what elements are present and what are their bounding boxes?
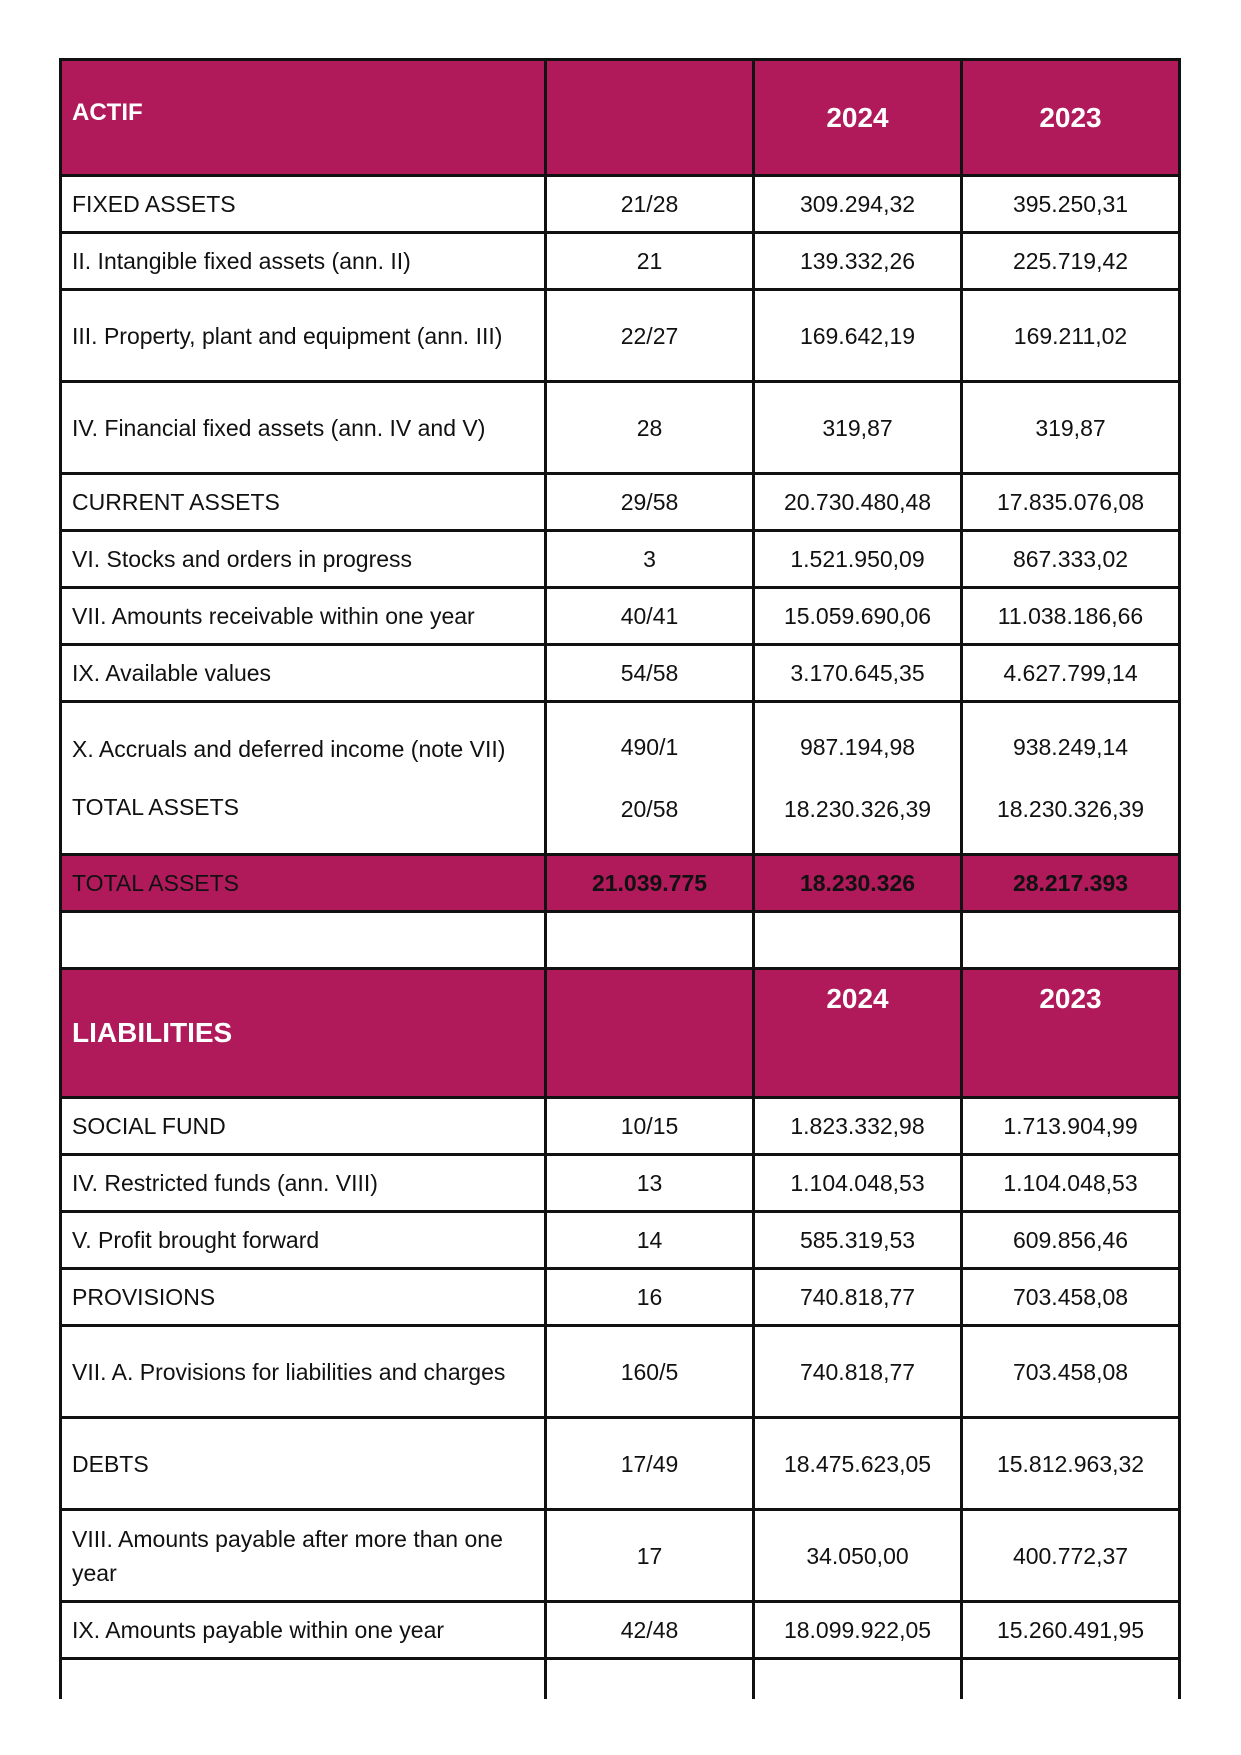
subtotal-value-2023: 18.230.326,39 <box>996 796 1145 822</box>
row-value-2023: 1.104.048,53 <box>962 1155 1180 1212</box>
balance-sheet <box>59 58 1178 1698</box>
table-row <box>61 176 1180 233</box>
row-value-2023: 609.856,46 <box>962 1212 1180 1269</box>
row-code: 21/28 <box>546 176 754 233</box>
row-value-2024 <box>754 702 962 855</box>
row-label: IV. Restricted funds (ann. VIII) <box>61 1155 546 1212</box>
accruals-label: X. Accruals and deferred income (note VII) <box>72 736 506 762</box>
row-value-2023: 169.211,02 <box>962 290 1180 382</box>
row-label: VIII. Amounts payable after more than one year <box>61 1510 546 1602</box>
blank-cell <box>754 1659 962 1699</box>
liabilities-header-row <box>61 969 1180 1098</box>
row-value-2023: 225.719,42 <box>962 233 1180 290</box>
table-row <box>61 1510 1180 1602</box>
table-row <box>61 474 1180 531</box>
row-value-2023: 867.333,02 <box>962 531 1180 588</box>
row-value-2023: 395.250,31 <box>962 176 1180 233</box>
row-code: 13 <box>546 1155 754 1212</box>
assets-header-year-2024: 2024 <box>754 60 962 176</box>
row-code: 54/58 <box>546 645 754 702</box>
row-label: DEBTS <box>61 1418 546 1510</box>
table-row <box>61 290 1180 382</box>
assets-header-label: ACTIF <box>61 60 546 176</box>
liabilities-header-year-2024: 2024 <box>754 969 962 1098</box>
row-value-2024: 1.823.332,98 <box>754 1098 962 1155</box>
blank-cell <box>546 1659 754 1699</box>
row-label: IX. Available values <box>61 645 546 702</box>
row-label: V. Profit brought forward <box>61 1212 546 1269</box>
row-label: III. Property, plant and equipment (ann. III) <box>61 290 546 382</box>
blank-cell <box>61 1659 546 1699</box>
total-value-2024: 18.230.326 <box>754 855 962 912</box>
row-value-2023: 15.260.491,95 <box>962 1602 1180 1659</box>
row-value-2024: 3.170.645,35 <box>754 645 962 702</box>
row-value-2024: 585.319,53 <box>754 1212 962 1269</box>
subtotal-label: TOTAL ASSETS <box>72 794 240 820</box>
accruals-code: 490/1 <box>620 734 679 760</box>
row-code <box>546 702 754 855</box>
row-value-2024: 740.818,77 <box>754 1326 962 1418</box>
row-label: SOCIAL FUND <box>61 1098 546 1155</box>
assets-header-code <box>546 60 754 176</box>
row-value-2024: 139.332,26 <box>754 233 962 290</box>
liabilities-header-code <box>546 969 754 1098</box>
table-row <box>61 1418 1180 1510</box>
row-code: 22/27 <box>546 290 754 382</box>
total-assets-row <box>61 855 1180 912</box>
row-value-2024: 34.050,00 <box>754 1510 962 1602</box>
table-row <box>61 1212 1180 1269</box>
row-code: 40/41 <box>546 588 754 645</box>
table-row <box>61 588 1180 645</box>
row-value-2023: 319,87 <box>962 382 1180 474</box>
assets-header-row <box>61 60 1180 176</box>
row-value-2023: 1.713.904,99 <box>962 1098 1180 1155</box>
row-code: 160/5 <box>546 1326 754 1418</box>
row-value-2024: 18.099.922,05 <box>754 1602 962 1659</box>
row-code: 17 <box>546 1510 754 1602</box>
row-value-2024: 1.104.048,53 <box>754 1155 962 1212</box>
row-value-2024: 740.818,77 <box>754 1269 962 1326</box>
row-code: 28 <box>546 382 754 474</box>
subtotal-code: 20/58 <box>620 796 679 822</box>
table-row <box>61 1098 1180 1155</box>
total-value-2023: 28.217.393 <box>962 855 1180 912</box>
table-row <box>61 382 1180 474</box>
row-label: IV. Financial fixed assets (ann. IV and V) <box>61 382 546 474</box>
row-value-2024: 169.642,19 <box>754 290 962 382</box>
row-value-2023: 15.812.963,32 <box>962 1418 1180 1510</box>
accruals-value-2024: 987.194,98 <box>799 734 916 760</box>
table-row <box>61 1602 1180 1659</box>
subtotal-value-2024: 18.230.326,39 <box>783 796 932 822</box>
row-label: II. Intangible fixed assets (ann. II) <box>61 233 546 290</box>
row-value-2023: 17.835.076,08 <box>962 474 1180 531</box>
row-label: CURRENT ASSETS <box>61 474 546 531</box>
table-row <box>61 1269 1180 1326</box>
row-value-2023: 703.458,08 <box>962 1269 1180 1326</box>
row-code: 21 <box>546 233 754 290</box>
table-row <box>61 645 1180 702</box>
row-code: 17/49 <box>546 1418 754 1510</box>
table-row <box>61 531 1180 588</box>
row-code: 42/48 <box>546 1602 754 1659</box>
blank-cell <box>962 1659 1180 1699</box>
row-label: VII. A. Provisions for liabilities and charges <box>61 1326 546 1418</box>
row-value-2023: 703.458,08 <box>962 1326 1180 1418</box>
total-code: 21.039.775 <box>546 855 754 912</box>
row-label: IX. Amounts payable within one year <box>61 1602 546 1659</box>
row-value-2024: 1.521.950,09 <box>754 531 962 588</box>
blank-cell <box>962 912 1180 969</box>
table-row <box>61 233 1180 290</box>
row-code: 10/15 <box>546 1098 754 1155</box>
row-value-2023: 400.772,37 <box>962 1510 1180 1602</box>
row-label: VI. Stocks and orders in progress <box>61 531 546 588</box>
table-row <box>61 1326 1180 1418</box>
row-label <box>61 702 546 855</box>
table-row-accruals <box>61 702 1180 855</box>
table-row-continued <box>61 1659 1180 1699</box>
blank-cell <box>546 912 754 969</box>
accruals-value-2023: 938.249,14 <box>1012 734 1129 760</box>
row-value-2023 <box>962 702 1180 855</box>
row-code: 29/58 <box>546 474 754 531</box>
row-code: 3 <box>546 531 754 588</box>
row-code: 16 <box>546 1269 754 1326</box>
row-label: VII. Amounts receivable within one year <box>61 588 546 645</box>
row-value-2024: 319,87 <box>754 382 962 474</box>
balance-sheet-table <box>59 58 1181 1699</box>
row-value-2024: 309.294,32 <box>754 176 962 233</box>
blank-cell <box>61 912 546 969</box>
table-row <box>61 1155 1180 1212</box>
row-label: FIXED ASSETS <box>61 176 546 233</box>
row-value-2024: 20.730.480,48 <box>754 474 962 531</box>
row-value-2024: 15.059.690,06 <box>754 588 962 645</box>
row-label: PROVISIONS <box>61 1269 546 1326</box>
assets-header-year-2023: 2023 <box>962 60 1180 176</box>
liabilities-header-label: LIABILITIES <box>61 969 546 1098</box>
blank-row <box>61 912 1180 969</box>
row-code: 14 <box>546 1212 754 1269</box>
row-value-2023: 4.627.799,14 <box>962 645 1180 702</box>
row-value-2024: 18.475.623,05 <box>754 1418 962 1510</box>
row-value-2023: 11.038.186,66 <box>962 588 1180 645</box>
liabilities-header-year-2023: 2023 <box>962 969 1180 1098</box>
blank-cell <box>754 912 962 969</box>
total-label: TOTAL ASSETS <box>61 855 546 912</box>
